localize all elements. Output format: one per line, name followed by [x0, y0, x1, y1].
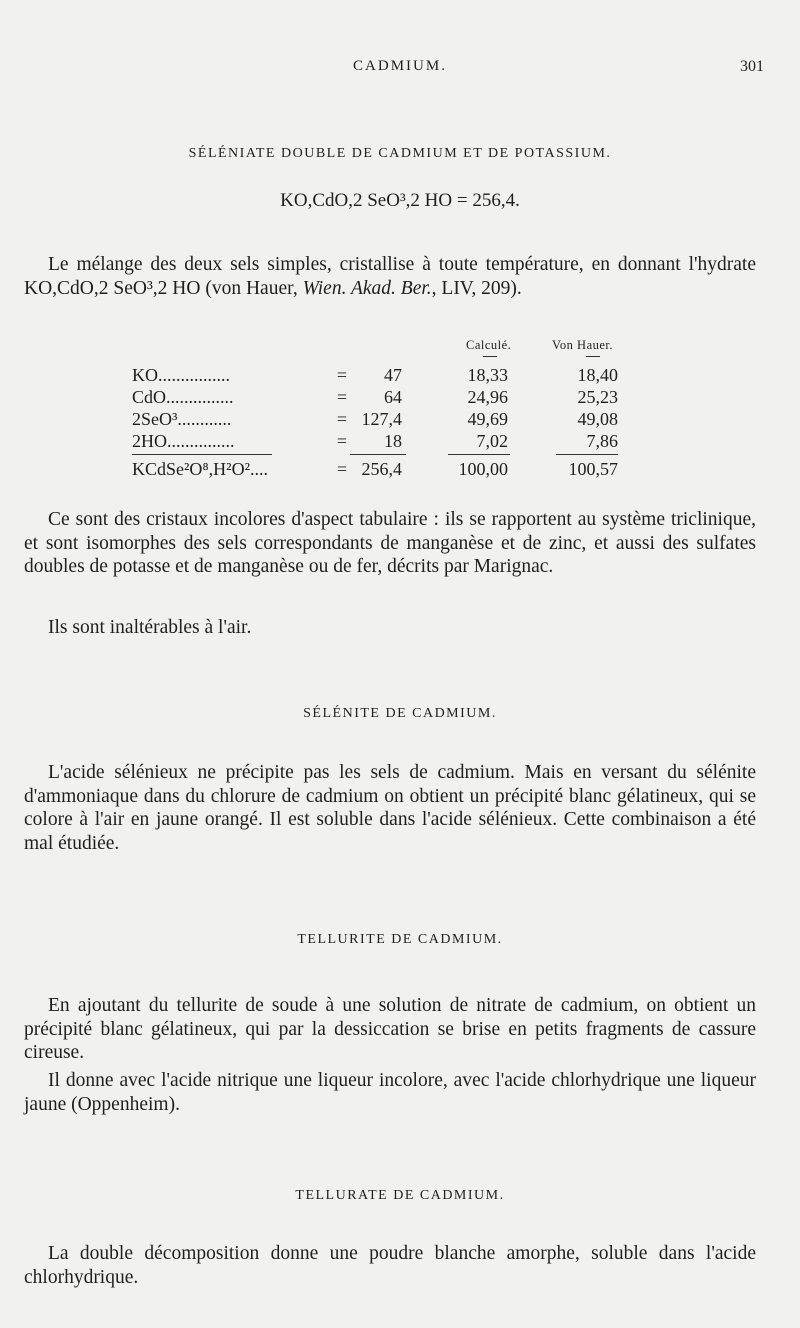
row-value: 127,4: [361, 409, 402, 429]
row-value: 47: [384, 365, 402, 385]
row-calcule: 24,96: [467, 387, 508, 407]
row-label: 2SeO³............: [132, 409, 232, 429]
equals-sign: =: [336, 365, 348, 385]
row-label: KO................: [132, 365, 230, 385]
section-heading-selenite: SÉLÉNITE DE CADMIUM.: [303, 706, 497, 721]
equals-sign: =: [336, 459, 348, 479]
row-von-hauer: 25,23: [577, 387, 618, 407]
column-header-von-hauer: Von Hauer.: [552, 338, 614, 352]
section-heading-seleniate: SÉLÉNIATE DOUBLE DE CADMIUM ET DE POTASSIUM.: [188, 146, 612, 161]
page-number: 301: [740, 58, 764, 75]
column-dash: [483, 356, 497, 357]
total-value: 256,4: [361, 459, 402, 479]
paragraph-selenite: L'acide sélénieux ne précipite pas les sels de cadmium. Mais en versant du sélénite d'ammoniaque dans du chlorure de cadmium on obtient un précipité blanc gélatineux, qui se colore à l'air en jaune orangé. Il est soluble dans l'acide sélénieux. Cette combinaison a été mal étudiée.: [24, 762, 756, 854]
paragraph-tellurate: La double décomposition donne une poudre blanche amorphe, soluble dans l'acide chlorhydrique.: [24, 1243, 756, 1288]
paragraph-tellurite-1: En ajoutant du tellurite de soude à une solution de nitrate de cadmium, on obtient un précipité blanc gélatineux, qui par la dessiccation se brise en petits fragments de cassure cireuse.: [24, 995, 756, 1064]
paragraph-inalterable: Ils sont inaltérables à l'air.: [48, 617, 252, 638]
table-row: [0, 364, 800, 386]
reference-title: Wien. Akad. Ber.: [302, 277, 432, 299]
running-head: [0, 58, 800, 82]
running-head-title: CADMIUM.: [353, 58, 447, 74]
row-calcule: 7,02: [476, 431, 508, 451]
equals-sign: =: [336, 431, 348, 451]
table-total-row: [0, 458, 800, 480]
sum-rule: [448, 454, 510, 455]
formula-seleniate: KO,CdO,2 SeO³,2 HO = 256,4.: [280, 190, 520, 211]
total-von-hauer: 100,57: [568, 459, 618, 479]
sum-rule: [556, 454, 618, 455]
row-von-hauer: 7,86: [586, 431, 618, 451]
para-text: , LIV, 209).: [431, 277, 522, 299]
row-calcule: 49,69: [467, 409, 508, 429]
total-label: KCdSe²O⁸,H²O²....: [132, 459, 268, 479]
row-value: 64: [384, 387, 402, 407]
row-label: 2HO...............: [132, 431, 235, 451]
paragraph-crystals: Ce sont des cristaux incolores d'aspect tabulaire : ils se rapportent au système triclinique, et sont isomorphes des sels correspondants de manganèse et de zinc, et aussi des sulfates doubles de potasse et de manganèse ou de fer, décrits par Marignac.: [24, 509, 756, 578]
table-row: [0, 408, 800, 430]
sum-rule: [132, 454, 272, 455]
total-calcule: 100,00: [458, 459, 508, 479]
row-von-hauer: 49,08: [577, 409, 618, 429]
para-text: Le mélange des deux sels simples, cristallise à toute température, en donnant l'hydrate KO,CdO,2 SeO³,2 HO (von Hauer,: [24, 254, 756, 299]
row-calcule: 18,33: [467, 365, 508, 385]
column-header-calcule: Calculé.: [466, 338, 512, 352]
section-heading-tellurate: TELLURATE DE CADMIUM.: [295, 1188, 505, 1203]
equals-sign: =: [336, 387, 348, 407]
section-heading-tellurite: TELLURITE DE CADMIUM.: [297, 932, 503, 947]
row-von-hauer: 18,40: [577, 365, 618, 385]
sum-rule: [350, 454, 406, 455]
row-value: 18: [384, 431, 402, 451]
row-label: CdO...............: [132, 387, 234, 407]
table-row: [0, 430, 800, 452]
paragraph-tellurite-2: Il donne avec l'acide nitrique une liqueur incolore, avec l'acide chlorhydrique une liqueur jaune (Oppenheim).: [24, 1070, 756, 1115]
equals-sign: =: [336, 409, 348, 429]
table-row: [0, 386, 800, 408]
composition-table: [0, 334, 800, 484]
paragraph-seleniate-intro: [24, 253, 756, 300]
column-dash: [586, 356, 600, 357]
